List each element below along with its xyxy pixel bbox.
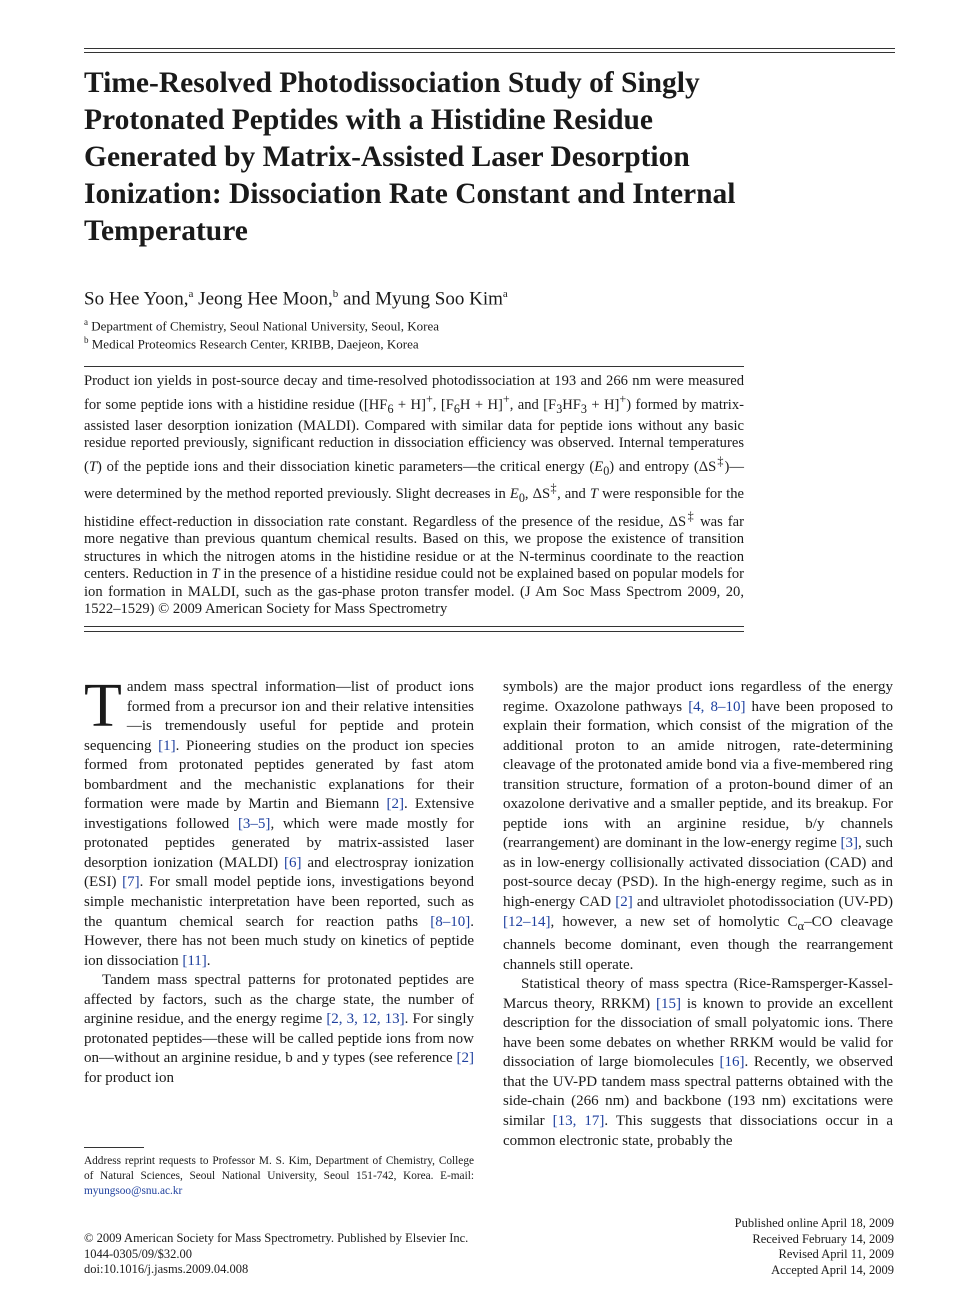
citation-link[interactable]: [13, 17] (552, 1113, 605, 1130)
published-online-date: Published online April 18, 2009 (734, 1216, 894, 1230)
citation-link[interactable]: [2] (456, 1050, 474, 1067)
article-title: Time-Resolved Photodissociation Study of Singly Protonated Peptides with a Histidine Residue Generated by Matrix-Assisted Laser Desorption Ionization: Dissociation Rate Constant and Internal Temperature (84, 67, 736, 247)
author-affil-mark: a (188, 288, 194, 300)
left-column (84, 672, 474, 1088)
correspondence-footnote: Address reprint requests to Professor M. S. Kim, Department of Chemistry, College of Natural Sciences, Seoul National University, Seoul 151-742, Korea. E-mail: myungsoo@snu.ac.kr (84, 1155, 474, 1197)
accepted-date: Accepted April 14, 2009 (771, 1262, 894, 1277)
affiliations (84, 315, 439, 352)
publisher-info (84, 1231, 468, 1278)
footnote-rule (84, 1147, 144, 1148)
revised-date: Revised April 11, 2009 (778, 1247, 894, 1261)
doi: doi:10.1016/j.jasms.2009.04.008 (84, 1262, 249, 1276)
citation-link[interactable]: [6] (284, 854, 302, 871)
author-affil-mark: b (332, 288, 339, 300)
top-rule-2 (84, 52, 895, 53)
citation-link[interactable]: [8–10] (430, 913, 471, 930)
top-rule (84, 48, 895, 49)
author-yoon: So Hee Yoon, (84, 288, 189, 310)
citation-link[interactable]: [1] (158, 737, 176, 754)
citation-link[interactable]: [12–14] (503, 913, 551, 930)
citation-link[interactable]: [16] (719, 1054, 745, 1071)
received-date: Received February 14, 2009 (752, 1231, 894, 1246)
citation-link[interactable]: [7] (122, 874, 140, 891)
abstract: Product ion yields in post-source decay and time-resolved photodissociation at 193 and 266 nm were measured for some peptide ions with a histidine residue ($[HF_6 + H]^+$, $[F_6H + H]^+$, and $[F_3HF_3 + H]^+$) formed by matrix-assisted laser desorption ionization (MALDI). Compared with similar data for peptide ions without any basic residue reported previously, significant reduction in dissociation efficiency was observed. Internal temperatures (T) of the peptide ions and their dissociation kinetic parameters—the critical energy $(E_0)$ and entropy (ΔS‡)—were determined by the method reported previously. Slight decreases in $E_0$, ΔS‡, and T were responsible for the histidine effect-reduction in dissociation rate constant. Regardless of the presence of the residue, ΔS‡ was far more negative than previous quantum chemical results. Based on this, we propose the existence of transition structures in which the nitrogen atoms in the histidine residue or at the N-terminus coordinate to the reaction centers. Reduction in T in the presence of a histidine residue could not be explained based on popular models for ion formation in MALDI, such as the gas-phase proton transfer model. (J Am Soc Mass Spectrom 2009, 20, 1522–1529) © 2009 American Society for Mass Spectrometry (84, 373, 745, 618)
citation-link[interactable]: [2] (615, 894, 633, 911)
intro-paragraph-2: Tandem mass spectral patterns for protonated peptides are affected by factors, such as the charge state, the number of arginine residue, and the energy regime [2, 3, 12, 13]. For singly protonated peptides—these will be called peptide ions from now on—without an arginine residue, b and y types (see reference [2] for product ion (84, 972, 474, 1086)
intro-paragraph-4: Statistical theory of mass spectra (Rice-Ramsperger-Kassel-Marcus theory, RRKM) [15] is known to provide an excellent description for the dissociation of small polyatomic ions. There have been some debates on whether RRKM would be valid for dissociation of large biomolecules [16]. Recently, we observed that the UV-PD tandem mass spectral patterns obtained with the side-chain (266 nm) and backbone (193 nm) excitations were similar [13, 17]. This suggests that dissociations occur in a common electronic state, probably the (503, 976, 893, 1149)
author-affil-mark: a (502, 288, 508, 300)
citation-link[interactable]: [15] (655, 995, 681, 1012)
intro-paragraph-1: Tandem mass spectral information—list of product ions formed from a precursor ion and their relative intensities—is tremendously useful for peptide and protein sequencing [1]. Pioneering studies on the product ion species formed from protonated peptides generated by fast atom bombardment and the mechanistic explanations for their formation were made by Martin and Biemann [2]. Extensive investigations followed [3–5], which were made mostly for protonated peptides generated by matrix-assisted laser desorption ionization (MALDI) [6] and electrospray ionization (ESI) [7]. For small model peptide ions, investigations beyond simple mechanistic interpretation have been reported, such as the quantum chemical search for reaction paths [8–10]. However, there has not been much study on kinetics of peptide ion dissociation [11]. (84, 672, 474, 969)
affiliation-a: $^a$ Department of Chemistry, Seoul National University, Seoul, Korea (84, 317, 440, 334)
email-link[interactable]: myungsoo@snu.ac.kr (84, 1185, 183, 1197)
affiliation-b: $^b$ Medical Proteomics Research Center, KRIBB, Daejeon, Korea (84, 335, 419, 352)
author-list (84, 288, 508, 310)
article-dates (735, 1216, 894, 1278)
author-kim: and Myung Soo Kim (338, 288, 503, 310)
drop-cap: T (84, 672, 122, 740)
right-column (503, 678, 893, 1151)
citation-link[interactable]: [2, 3, 12, 13] (326, 1011, 405, 1028)
issn-price: 1044-0305/09/$32.00 (84, 1246, 192, 1261)
citation-link[interactable]: [3] (840, 835, 858, 852)
abstract-bottom-rule-2 (84, 631, 744, 632)
abstract-top-rule (84, 366, 744, 367)
abstract-bottom-rule (84, 626, 744, 627)
citation-link[interactable]: [4, 8–10] (688, 698, 746, 715)
author-moon: Jeong Hee Moon, (193, 288, 333, 310)
citation-link[interactable]: [3–5] (237, 815, 271, 832)
intro-paragraph-3: symbols) are the major product ions regardless of the energy regime. Oxazolone pathways [4, 8–10] have been proposed to explain their formation, which consist of the migration of the additional proton to an amide nitrogen, rate-determining cleavage of the protonated amide bond via a five-membered ring transition structure, formation of a proton-bound dimer of an oxazolone derivative and a smaller peptide, and its breakup. For peptide ions with an arginine residue, b/y channels (rearrangement) are dominant in the low-energy regime [3], such as in low-energy collisionally activated dissociation (CAD) and post-source decay (PSD). In the high-energy regime, such as in high-energy CAD [2] and ultraviolet photodissociation (UV-PD) [12–14], however, a new set of homolytic $C_\alpha-CO$ cleavage channels become dominant, even though the rearrangement channels still operate. (503, 679, 893, 973)
citation-link[interactable]: [11] (182, 952, 207, 969)
citation-link[interactable]: [2] (386, 796, 404, 813)
copyright-line: © 2009 American Society for Mass Spectrometry. Published by Elsevier Inc. (84, 1231, 469, 1245)
